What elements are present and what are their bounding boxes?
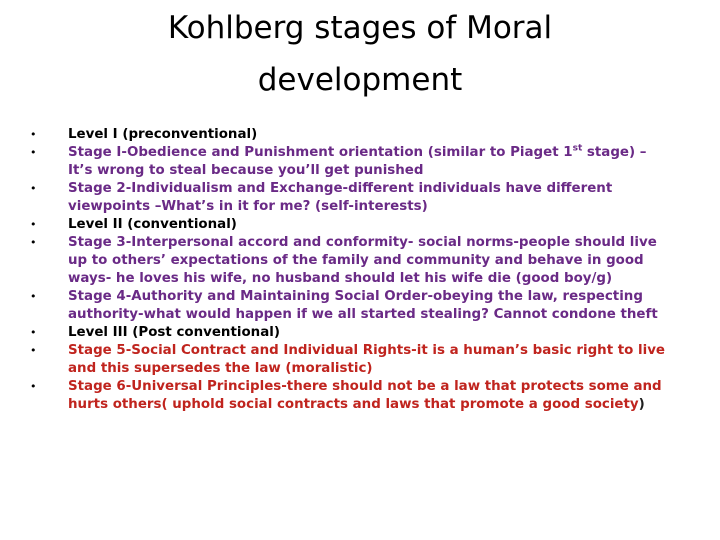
bullet-text: Stage 4-Authority and Maintaining Social Order-obeying the law, respecting authority-what would happen if we all started stealing? Cannot condone theft [68, 289, 658, 322]
bullet-text [68, 378, 670, 414]
bullet-dot: • [30, 344, 37, 357]
bullet-text: Level II (conventional) [68, 217, 237, 232]
bullet-text-part: Stage I-Obedience and Punishment orientation (similar to Piaget 1 [68, 145, 573, 160]
slide-title [60, 2, 660, 106]
bullet-dot: • [30, 326, 37, 339]
bullet-level-1 [30, 126, 670, 144]
bullet-dot: • [30, 182, 37, 195]
bullet-text: Stage 2-Individualism and Exchange-different individuals have different viewpoints –What’s in it for me? (self-interests) [68, 181, 613, 214]
bullet-text: Level I (preconventional) [68, 127, 258, 142]
bullet-level-3 [30, 324, 670, 342]
title-line-1: Kohlberg stages of Moral [167, 10, 553, 46]
bullet-text: Stage 5-Social Contract and Individual Rights-it is a human’s basic right to live and this supersedes the law (moralistic) [68, 343, 666, 376]
bullet-text: Level III (Post conventional) [68, 325, 280, 340]
bullet-list [30, 126, 670, 414]
ordinal-superscript: st [572, 143, 583, 154]
bullet-stage-1 [30, 144, 670, 180]
bullet-stage-4 [30, 288, 670, 324]
title-line-2: development [257, 62, 463, 98]
bullet-text: Stage 3-Interpersonal accord and conformity- social norms-people should live up to others’ expectations of the family and community and behave in good ways- he loves his wife, no husband should let his wife die (good boy/g) [68, 235, 657, 286]
bullet-dot: • [30, 380, 37, 393]
bullet-stage-5 [30, 342, 670, 378]
bullet-stage-6 [30, 378, 670, 414]
bullet-dot: • [30, 146, 37, 159]
bullet-level-2 [30, 216, 670, 234]
bullet-dot: • [30, 218, 37, 231]
bullet-dot: • [30, 128, 37, 141]
bullet-stage-3 [30, 234, 670, 288]
bullet-dot: • [30, 290, 37, 303]
closing-paren: ) [638, 397, 645, 412]
bullet-text-part: stage) –It’s wrong to steal because you’ll get punished [68, 145, 647, 178]
bullet-text [68, 144, 670, 180]
bullet-dot: • [30, 236, 37, 249]
bullet-stage-2 [30, 180, 670, 216]
bullet-text-part: Stage 6-Universal Principles-there should not be a law that protects some and hurts others( uphold social contracts and laws that promote a good society [68, 379, 662, 412]
